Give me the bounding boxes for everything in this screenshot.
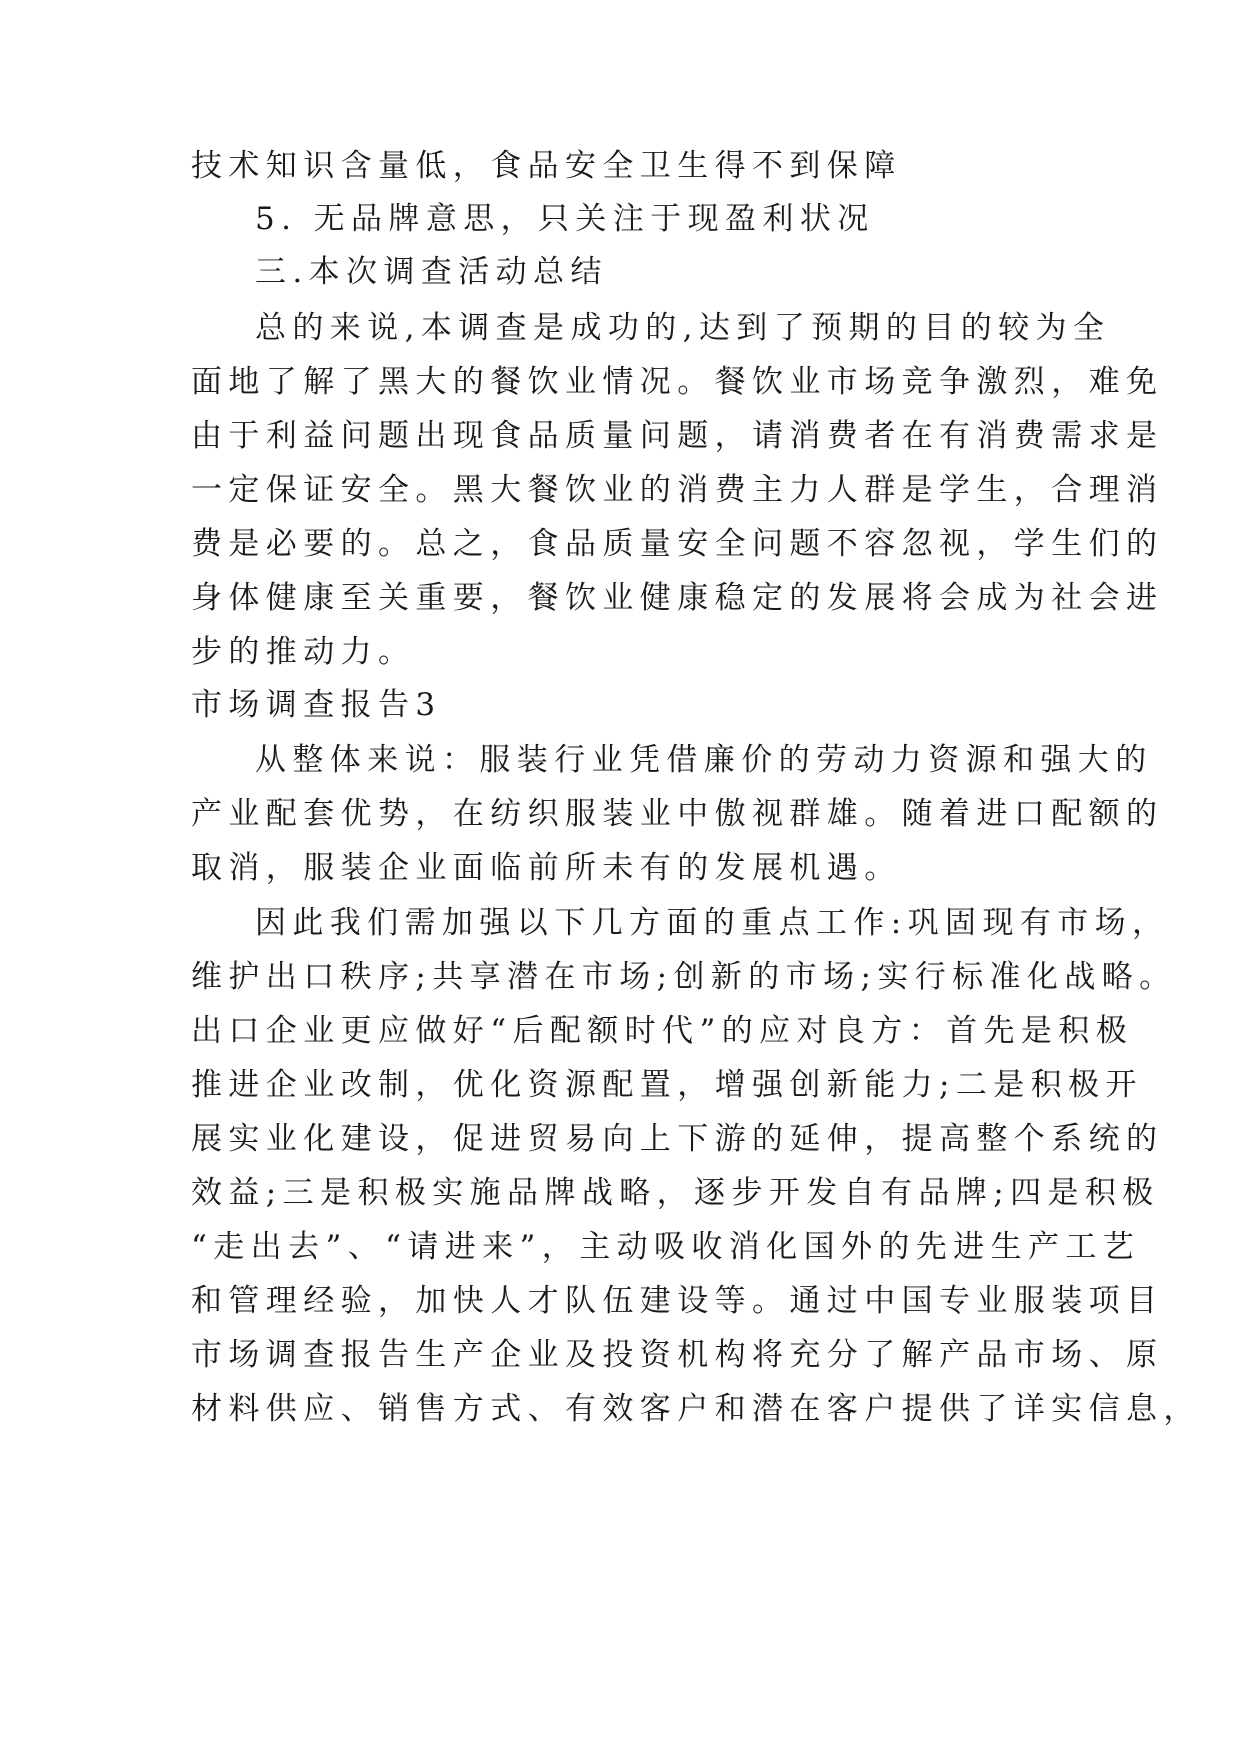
paragraph-line: 展实业化建设，促进贸易向上下游的延伸，提高整个系统的: [191, 1121, 1164, 1157]
paragraph-line: 身体健康至关重要，餐饮业健康稳定的发展将会成为社会进: [191, 580, 1164, 616]
paragraph-line: 材料供应、销售方式、有效客户和潜在客户提供了详实信息，: [191, 1391, 1201, 1427]
paragraph-line: 产业配套优势，在纺织服装业中傲视群雄。随着进口配额的: [191, 796, 1164, 832]
text-line: 技术知识含量低，食品安全卫生得不到保障: [191, 148, 902, 184]
paragraph-line: 因此我们需加强以下几方面的重点工作:巩固现有市场，: [255, 905, 1170, 941]
paragraph-line: 从整体来说：服装行业凭借廉价的劳动力资源和强大的: [255, 742, 1153, 778]
paragraph-line: 由于利益问题出现食品质量问题，请消费者在有消费需求是: [191, 418, 1164, 454]
paragraph-line: 面地了解了黑大的餐饮业情况。餐饮业市场竞争激烈，难免: [191, 364, 1164, 400]
paragraph-line: 步的推动力。: [191, 634, 416, 670]
paragraph-line: 总的来说,本调查是成功的,达到了预期的目的较为全: [255, 310, 1111, 346]
paragraph-line: 维护出口秩序;共享潜在市场;创新的市场;实行标准化战略。: [191, 959, 1177, 995]
paragraph-line: 效益;三是积极实施品牌战略，逐步开发自有品牌;四是积极: [191, 1175, 1160, 1211]
report-title: 市场调查报告3: [191, 687, 442, 723]
paragraph-line: 出口企业更应做好“后配额时代”的应对良方：首先是积极: [191, 1013, 1134, 1049]
paragraph-line: 推进企业改制，优化资源配置，增强创新能力;二是积极开: [191, 1067, 1143, 1103]
paragraph-line: “走出去”、“请进来”，主动吸收消化国外的先进生产工艺: [191, 1229, 1141, 1265]
paragraph-line: 取消，服装企业面临前所未有的发展机遇。: [191, 850, 902, 886]
paragraph-line: 市场调查报告生产企业及投资机构将充分了解产品市场、原: [191, 1337, 1164, 1373]
paragraph-line: 费是必要的。总之，食品质量安全问题不容忽视，学生们的: [191, 526, 1164, 562]
section-heading: 三.本次调查活动总结: [255, 254, 608, 290]
list-item-5: 5. 无品牌意思，只关注于现盈利状况: [255, 201, 875, 237]
paragraph-line: 和管理经验，加快人才队伍建设等。通过中国专业服装项目: [191, 1283, 1164, 1319]
paragraph-line: 一定保证安全。黑大餐饮业的消费主力人群是学生，合理消: [191, 472, 1164, 508]
